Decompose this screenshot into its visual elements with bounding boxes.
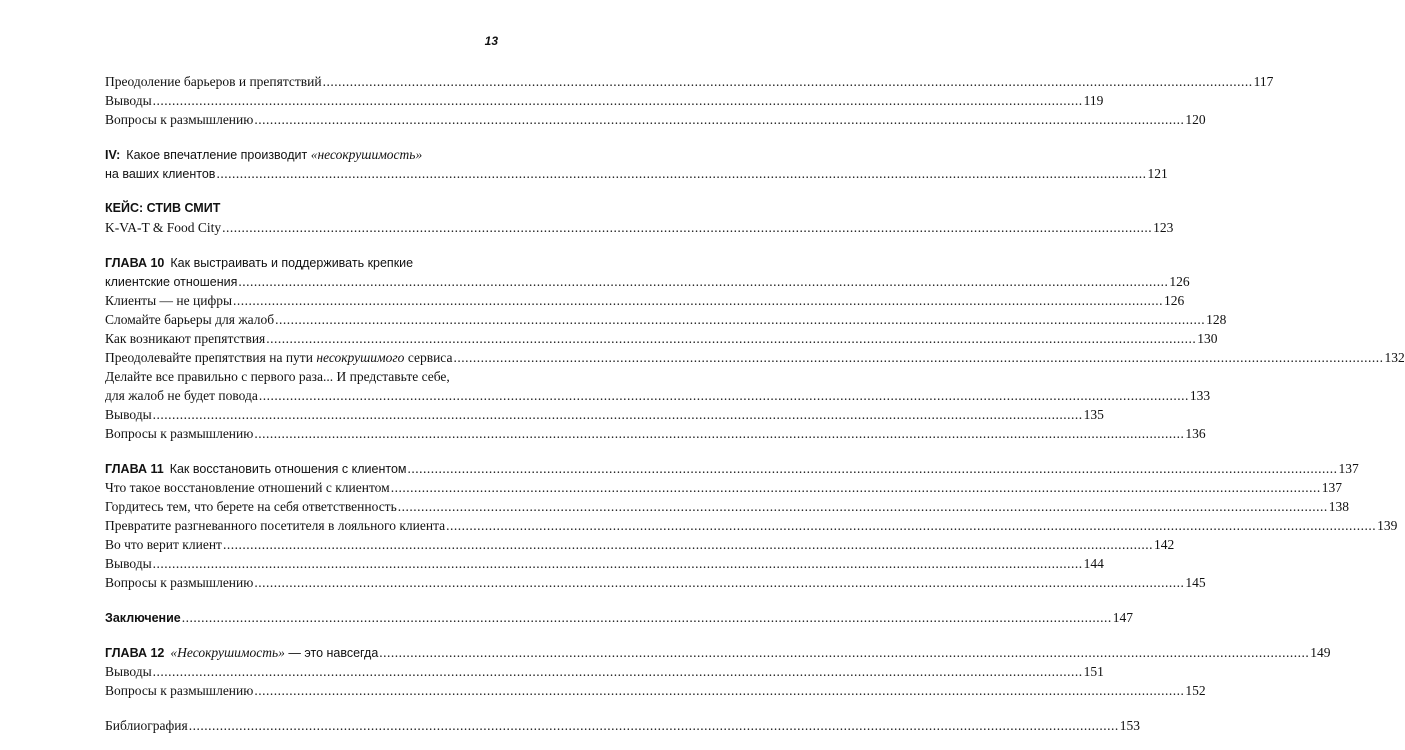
toc-entry-page: 153: [1119, 718, 1140, 733]
dot-leader: [391, 478, 1321, 497]
chapter-11-title[interactable]: [105, 459, 1359, 478]
dot-leader: [189, 716, 1119, 735]
toc-entry[interactable]: [105, 516, 1398, 535]
toc-entry-page: 142: [1153, 537, 1175, 552]
chapter-11-label: ГЛАВА 11: [105, 462, 164, 476]
toc-entry-title: Сломайте барьеры для жалоб: [105, 312, 275, 327]
dot-leader: [254, 424, 1184, 443]
dot-leader: [379, 643, 1309, 662]
toc-entry-page: 139: [1377, 518, 1398, 533]
chapter-12-title[interactable]: [105, 643, 1331, 662]
dot-leader: [323, 72, 1253, 91]
toc-entry-title-part: сервиса: [404, 350, 453, 365]
toc-entry-title: Вопросы к размышлению: [105, 426, 254, 441]
dot-leader: [153, 662, 1083, 681]
toc-entry-title: Вопросы к размышлению: [105, 575, 254, 590]
dot-leader: [398, 497, 1328, 516]
toc-entry-title: [105, 348, 452, 367]
toc-entry-page: 119: [1083, 93, 1104, 108]
toc-entry[interactable]: [105, 386, 1211, 405]
toc-entry[interactable]: [105, 91, 1104, 110]
dot-leader: [222, 218, 1152, 237]
part-4-title-emphasis: «несокрушимость»: [310, 147, 423, 162]
dot-leader: [259, 386, 1189, 405]
dot-leader: [254, 110, 1184, 129]
table-of-contents: [105, 72, 1405, 735]
toc-entry-title: Что такое восстановление отношений с клиентом: [105, 480, 390, 495]
toc-entry[interactable]: [105, 72, 1274, 91]
toc-entry[interactable]: [105, 405, 1104, 424]
toc-entry-title-part: Преодолевайте препятствия на пути: [105, 350, 317, 365]
chapter-12-title-text: — это навсегда: [284, 646, 379, 660]
toc-entry[interactable]: [105, 310, 1227, 329]
toc-entry[interactable]: [105, 497, 1349, 516]
toc-entry[interactable]: [105, 329, 1218, 348]
toc-entry-page: 132: [1384, 350, 1405, 365]
dot-leader: [254, 573, 1184, 592]
toc-entry-title: K-VA-T & Food City: [105, 220, 222, 235]
dot-leader: [238, 272, 1168, 291]
toc-entry-page: 137: [1321, 480, 1342, 495]
toc-entry-title: Превратите разгневанного посетителя в лояльного клиента: [105, 518, 446, 533]
chapter-10-label: ГЛАВА 10: [105, 256, 165, 270]
toc-entry-page: 137: [1338, 461, 1359, 476]
toc-entry-title: Заключение: [105, 611, 181, 625]
dot-leader: [254, 681, 1184, 700]
toc-entry-title: Вопросы к размышлению: [105, 683, 254, 698]
page-number: 13: [484, 34, 498, 48]
chapter-12-title-emphasis: «Несокрушимость»: [170, 645, 285, 660]
toc-entry[interactable]: [105, 272, 1190, 291]
toc-entry-page: 147: [1112, 610, 1133, 625]
toc-entry-page: 121: [1147, 166, 1168, 181]
toc-entry-title: Выводы: [105, 664, 152, 679]
chapter-10-title-text: Как выстраивать и поддерживать крепкие: [170, 256, 414, 270]
toc-entry[interactable]: [105, 348, 1405, 367]
toc-entry-title: Выводы: [105, 407, 152, 422]
toc-entry[interactable]: [105, 662, 1104, 681]
bibliography-entry[interactable]: [105, 716, 1140, 735]
toc-entry-title: Как возникают препятствия: [105, 331, 266, 346]
chapter-11-title-text: Как восстановить отношения с клиентом: [169, 462, 407, 476]
toc-entry-title: Библиография: [105, 718, 188, 733]
toc-entry[interactable]: [105, 424, 1206, 443]
toc-entry-page: 138: [1328, 499, 1349, 514]
toc-entry-title: Во что верит клиент: [105, 537, 222, 552]
toc-entry-title: Вопросы к размышлению: [105, 112, 254, 127]
toc-entry-title-emphasis: несокрушимого: [316, 350, 405, 365]
toc-entry-title: Клиенты — не цифры: [105, 293, 233, 308]
toc-entry-title: Выводы: [105, 556, 152, 571]
toc-entry-page: 152: [1185, 683, 1206, 698]
dot-leader: [153, 405, 1083, 424]
toc-entry-page: 128: [1206, 312, 1227, 327]
toc-entry-title-line1[interactable]: Делайте все правильно с первого раза... И представьте себе,: [105, 369, 450, 384]
chapter-12-label: ГЛАВА 12: [105, 646, 165, 660]
toc-entry-page: 120: [1185, 112, 1206, 127]
chapter-10-title[interactable]: [105, 253, 497, 272]
toc-entry-title: для жалоб не будет повода: [105, 388, 258, 403]
dot-leader: [233, 291, 1163, 310]
toc-entry-page: 130: [1197, 331, 1218, 346]
toc-entry-page: 135: [1083, 407, 1104, 422]
part-4-title-text: Какое впечатление производит: [126, 148, 311, 162]
toc-entry-title: на ваших клиентов: [105, 167, 216, 181]
dot-leader: [446, 516, 1376, 535]
toc-entry[interactable]: [105, 218, 1174, 237]
dot-leader: [153, 554, 1083, 573]
dot-leader: [153, 91, 1083, 110]
toc-entry[interactable]: [105, 110, 1206, 129]
toc-entry[interactable]: [105, 478, 1342, 497]
dot-leader: [216, 164, 1146, 183]
part-4-number: IV:: [105, 148, 121, 162]
toc-entry-page: 149: [1310, 645, 1331, 660]
dot-leader: [223, 535, 1153, 554]
toc-entry-page: 123: [1153, 220, 1174, 235]
dot-leader: [182, 608, 1112, 627]
part-4-title[interactable]: [105, 145, 497, 164]
conclusion-entry[interactable]: [105, 608, 1133, 627]
toc-entry-title: Преодоление барьеров и препятствий: [105, 74, 322, 89]
dot-leader: [275, 310, 1205, 329]
toc-entry-page: 117: [1253, 74, 1274, 89]
toc-entry-title: Гордитесь тем, что берете на себя ответственность: [105, 499, 397, 514]
toc-entry[interactable]: [105, 291, 1185, 310]
case-heading: КЕЙС: СТИВ СМИТ: [105, 201, 221, 215]
toc-entry[interactable]: [105, 573, 1206, 592]
toc-entry-page: 126: [1169, 274, 1190, 289]
toc-entry-title: Выводы: [105, 93, 152, 108]
toc-entry-title: клиентские отношения: [105, 275, 238, 289]
toc-entry-page: 145: [1185, 575, 1206, 590]
toc-entry-page: 136: [1185, 426, 1206, 441]
toc-entry-page: 144: [1083, 556, 1104, 571]
toc-entry-page: 126: [1164, 293, 1185, 308]
toc-entry[interactable]: [105, 164, 1168, 183]
toc-entry-page: 133: [1189, 388, 1211, 403]
dot-leader: [266, 329, 1196, 348]
dot-leader: [453, 348, 1383, 367]
toc-entry-page: 151: [1083, 664, 1104, 679]
toc-entry[interactable]: [105, 535, 1175, 554]
dot-leader: [408, 459, 1338, 478]
toc-entry[interactable]: [105, 554, 1104, 573]
toc-entry[interactable]: [105, 681, 1206, 700]
